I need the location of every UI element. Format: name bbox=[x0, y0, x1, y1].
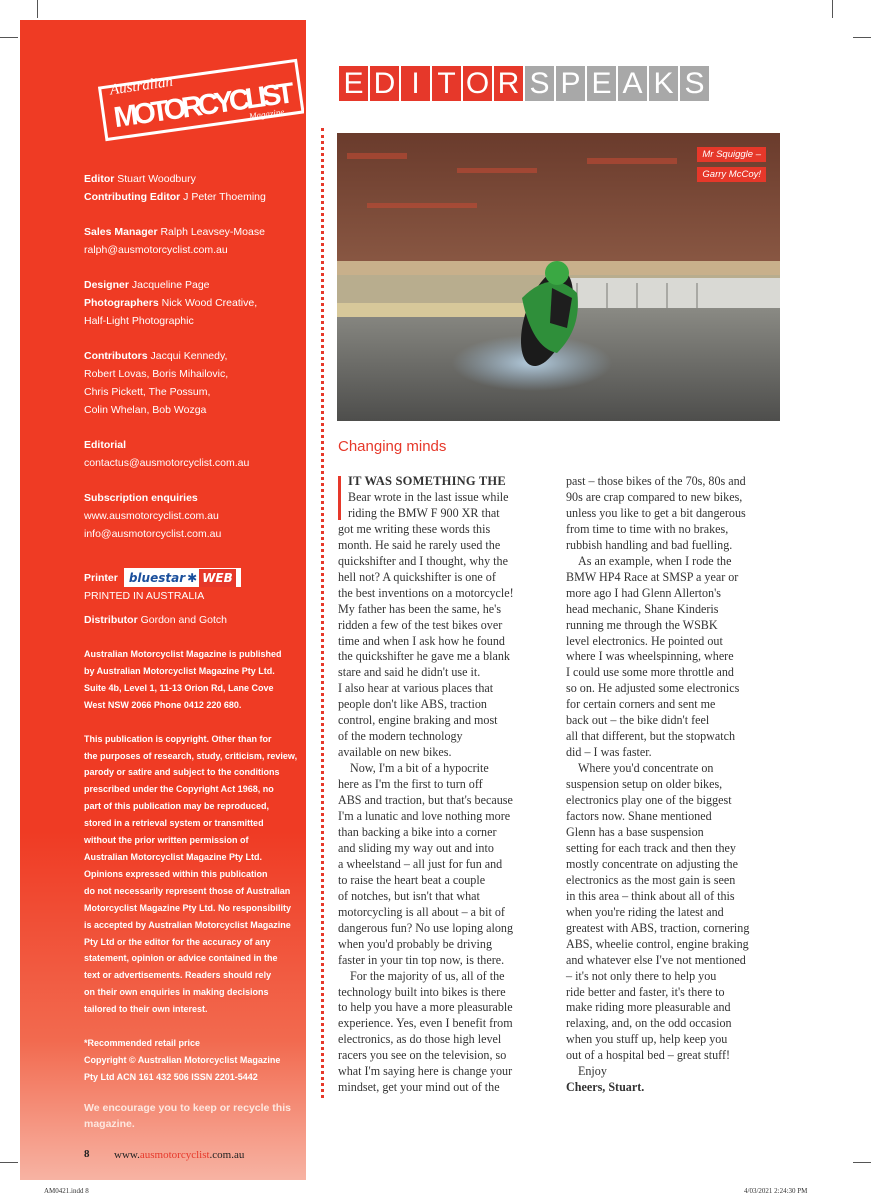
crop-mark bbox=[853, 37, 871, 38]
text-line: available on new bikes. bbox=[338, 745, 452, 760]
svg-text:Magazine: Magazine bbox=[248, 106, 285, 122]
text-line: of the modern technology bbox=[338, 729, 463, 744]
header-letter: E bbox=[587, 66, 616, 101]
email-link[interactable]: info@ausmotorcyclist.com.au bbox=[84, 528, 222, 540]
slug-file: AM0421.indd 8 bbox=[44, 1187, 89, 1195]
text-line: text or advertisements. Readers should rely bbox=[84, 970, 272, 981]
text-line: stored in a retrieval system or transmitted bbox=[84, 818, 264, 829]
text-line: ABS, wheelie control, engine braking bbox=[566, 936, 749, 951]
text-line: experience. Yes, even I benefit from bbox=[338, 1016, 513, 1031]
signoff: Cheers, Stuart. bbox=[566, 1080, 645, 1095]
text-line: *Recommended retail price bbox=[84, 1038, 201, 1049]
text-line: parody or satire and subject to the conditions bbox=[84, 767, 280, 778]
header-letter: K bbox=[649, 66, 678, 101]
header-letter: E bbox=[339, 66, 368, 101]
text-line: got me writing these words this bbox=[338, 521, 491, 536]
text-line: ABS and traction, but that's because bbox=[338, 793, 513, 808]
text-line: time and when I ask how he found bbox=[338, 633, 505, 648]
text-line: relaxing, and, on the odd occasion bbox=[566, 1016, 732, 1031]
text-line: head mechanic, Shane Kinderis bbox=[566, 601, 719, 616]
crop-mark bbox=[37, 0, 38, 18]
text-line: to raise the heart beat a couple bbox=[338, 872, 486, 887]
value: Ralph Leavsey-Moase bbox=[160, 226, 265, 238]
text-line: ridden a few of the test bikes over bbox=[338, 617, 503, 632]
text-line: do not necessarily represent those of Australian bbox=[84, 885, 291, 896]
text-line: the purposes of research, study, criticism, review, bbox=[84, 750, 298, 761]
text-line: unless you like to get a bit dangerous bbox=[566, 505, 746, 520]
photo-caption: Mr Squiggle – bbox=[697, 147, 766, 162]
label: Photographers bbox=[84, 297, 159, 309]
web-link[interactable]: www.ausmotorcyclist.com.au bbox=[84, 510, 219, 522]
text-line: tailored to their own interest. bbox=[84, 1004, 208, 1015]
text-line: control, engine braking and most bbox=[338, 713, 498, 728]
text-line: the best inventions on a motorcycle! bbox=[338, 585, 514, 600]
label: Subscription enquiries bbox=[84, 492, 198, 504]
header-letter: I bbox=[401, 66, 430, 101]
text-line: more ago I had Glenn Allerton's bbox=[566, 585, 721, 600]
text-line: setting for each track and then they bbox=[566, 840, 736, 855]
race-photo bbox=[337, 133, 780, 421]
label: Contributors bbox=[84, 350, 148, 362]
lead-text: IT WAS SOMETHING THE bbox=[348, 474, 506, 488]
text-line: riding the BMW F 900 XR that bbox=[348, 505, 500, 520]
text-line: ride better and faster, it's there to bbox=[566, 984, 725, 999]
text-line: technology built into bikes is there bbox=[338, 984, 506, 999]
text-line: suspension setup on older bikes, bbox=[566, 777, 723, 792]
value: J Peter Thoeming bbox=[183, 191, 266, 203]
masthead-sidebar bbox=[20, 20, 306, 1180]
header-letter: S bbox=[525, 66, 554, 101]
text-line: without the prior written permission of bbox=[84, 835, 249, 846]
text-line: 90s are crap compared to new bikes, bbox=[566, 489, 743, 504]
text-line: of notches, but isn't that what bbox=[338, 888, 480, 903]
text-line: a wheelstand – all just for fun and bbox=[338, 856, 503, 871]
text-line: – it's not only there to help you bbox=[566, 968, 717, 983]
copyright-notice bbox=[84, 731, 302, 1018]
printer-logo: bluestar ✱ WEB bbox=[124, 568, 241, 587]
text-line: mindset, get your mind out of the bbox=[338, 1080, 500, 1095]
text-line: the quickshifter he gave me a blank bbox=[338, 649, 510, 664]
text-line: BMW HP4 Race at SMSP a year or bbox=[566, 569, 739, 584]
slug-timestamp: 4/03/2021 2:24:30 PM bbox=[744, 1187, 808, 1195]
value: Nick Wood Creative, bbox=[161, 297, 258, 309]
text-line: I could use some more throttle and bbox=[566, 665, 734, 680]
footer-url[interactable]: www.ausmotorcyclist.com.au bbox=[114, 1149, 245, 1161]
text-line: dangerous fun? No use loping along bbox=[338, 920, 513, 935]
text-line: Pty Ltd or the editor for the accuracy of any bbox=[84, 936, 271, 947]
header-letter: A bbox=[618, 66, 647, 101]
magazine-logo bbox=[98, 52, 304, 144]
text-line: part of this publication may be reproduced, bbox=[84, 801, 270, 812]
label: Distributor bbox=[84, 614, 138, 626]
text-line: As an example, when I rode the bbox=[578, 553, 732, 568]
text-line: I also hear at various places that bbox=[338, 681, 494, 696]
text-line: faster in your tin top now, is there. bbox=[338, 952, 505, 967]
header-letter: T bbox=[432, 66, 461, 101]
text-line: I'm a lunatic and love nothing more bbox=[338, 809, 511, 824]
text-line: We encourage you to keep or recycle this bbox=[84, 1101, 291, 1114]
text-line: Australian Motorcyclist Magazine is published bbox=[84, 649, 282, 659]
crop-mark bbox=[853, 1162, 871, 1163]
enjoy-line: Enjoy bbox=[578, 1064, 607, 1079]
text-line: racers you see on the television, so bbox=[338, 1048, 507, 1063]
text-line: and whatever else I've not mentioned bbox=[566, 952, 746, 967]
value: Gordon and Gotch bbox=[140, 614, 227, 626]
text-line: electronics as the most gain is seen bbox=[566, 872, 736, 887]
text-line: rubbish handling and bad fuelling. bbox=[566, 537, 733, 552]
text-line: My father has been the same, he's bbox=[338, 601, 502, 616]
text-line: magazine. bbox=[84, 1117, 135, 1130]
text-line: Glenn has a base suspension bbox=[566, 824, 704, 839]
text-line: Where you'd concentrate on bbox=[578, 761, 714, 776]
staff-credits bbox=[84, 170, 299, 1132]
text-line: for certain corners and sent me bbox=[566, 697, 716, 712]
star-icon: ✱ bbox=[187, 570, 198, 585]
value: Jacqui Kennedy, bbox=[150, 350, 228, 362]
text-line: factors now. Shane mentioned bbox=[566, 809, 712, 824]
text-line: quickshifter and I thought, why the bbox=[338, 553, 508, 568]
text-line: by Australian Motorcyclist Magazine Pty Ltd. bbox=[84, 665, 275, 676]
text-line: electronics, as do those high level bbox=[338, 1032, 502, 1047]
column-divider bbox=[321, 128, 324, 1098]
lead-paragraph bbox=[338, 474, 552, 522]
text-line: on their own enquiries in making decisions bbox=[84, 987, 269, 998]
text-line: so on. He adjusted some electronics bbox=[566, 681, 740, 696]
editor-speaks-header bbox=[339, 66, 711, 101]
value: Jacqueline Page bbox=[131, 279, 210, 291]
printed-note: PRINTED IN AUSTRALIA bbox=[84, 590, 205, 602]
svg-text:Australian: Australian bbox=[108, 73, 174, 99]
text-line: from time to time with no brakes, bbox=[566, 521, 729, 536]
text-line: people don't like ABS, traction bbox=[338, 697, 487, 712]
text-line: Motorcyclist Magazine Pty Ltd. No responsibility bbox=[84, 902, 292, 913]
label: Sales Manager bbox=[84, 226, 158, 238]
text-line: when you're riding the latest and bbox=[566, 904, 724, 919]
accent-bar bbox=[338, 476, 341, 520]
text-line: Australian Motorcyclist Magazine Pty Ltd. bbox=[84, 851, 263, 862]
label: Contributing Editor bbox=[84, 191, 181, 203]
value: Stuart Woodbury bbox=[117, 173, 196, 185]
photo-caption: Garry McCoy! bbox=[697, 167, 766, 182]
text-line: prescribed under the Copyright Act 1968, no bbox=[84, 784, 274, 795]
article-title: Changing minds bbox=[338, 438, 447, 455]
text-line: month. He said he rarely used the bbox=[338, 537, 501, 552]
text-line: when you stuff up, help keep you bbox=[566, 1032, 728, 1047]
text-line: stare and said he didn't use it. bbox=[338, 665, 481, 680]
text-line: Bear wrote in the last issue while bbox=[348, 489, 509, 504]
publisher-info bbox=[84, 646, 302, 714]
rrp-notice bbox=[84, 1035, 302, 1086]
text-line: Copyright © Australian Motorcyclist Magazine bbox=[84, 1054, 281, 1065]
value: Half-Light Photographic bbox=[84, 315, 194, 327]
text-line: in this area – think about all of this bbox=[566, 888, 735, 903]
text-line: did – I was faster. bbox=[566, 745, 652, 760]
text-line: than backing a bike into a corner bbox=[338, 824, 497, 839]
label: Editor bbox=[84, 173, 115, 185]
value: Chris Pickett, The Possum, bbox=[84, 386, 211, 398]
crop-mark bbox=[0, 1162, 18, 1163]
email-link[interactable]: contactus@ausmotorcyclist.com.au bbox=[84, 457, 250, 469]
text-line: back out – the bike didn't feel bbox=[566, 713, 710, 728]
svg-text:MOTORCYCLIST: MOTORCYCLIST bbox=[111, 77, 297, 135]
text-line: This publication is copyright. Other than for bbox=[84, 733, 272, 744]
header-letter: R bbox=[494, 66, 523, 101]
recycle-note bbox=[84, 1100, 299, 1132]
text-line: Opinions expressed within this publication bbox=[84, 868, 268, 879]
header-letter: P bbox=[556, 66, 585, 101]
text-line: West NSW 2066 Phone 0412 220 680. bbox=[84, 699, 242, 710]
article-column-2 bbox=[566, 474, 780, 1096]
text-line: Pty Ltd ACN 161 432 506 ISSN 2201-5442 bbox=[84, 1071, 258, 1082]
text-line: statement, opinion or advice contained in the bbox=[84, 953, 278, 964]
text-line: is accepted by Australian Motorcyclist Magazine bbox=[84, 919, 291, 930]
label: Designer bbox=[84, 279, 129, 291]
crop-mark bbox=[0, 37, 18, 38]
text-line: hell not? A quickshifter is one of bbox=[338, 569, 496, 584]
text-line: Suite 4b, Level 1, 11-13 Orion Rd, Lane Cove bbox=[84, 682, 274, 693]
text-line: and sliding my way out and into bbox=[338, 840, 494, 855]
header-letter: O bbox=[463, 66, 492, 101]
value: Robert Lovas, Boris Mihailovic, bbox=[84, 368, 229, 380]
page-number: 8 bbox=[84, 1148, 90, 1160]
text-line: where I was wheelspinning, where bbox=[566, 649, 734, 664]
text-line: what I'm saying here is change your bbox=[338, 1064, 513, 1079]
label: Printer bbox=[84, 571, 118, 584]
text-line: level electronics. He pointed out bbox=[566, 633, 723, 648]
text-line: For the majority of us, all of the bbox=[350, 968, 505, 983]
text-line: mostly concentrate on adjusting the bbox=[566, 856, 738, 871]
label: Editorial bbox=[84, 439, 127, 451]
header-letter: D bbox=[370, 66, 399, 101]
text-line: to help you have a more pleasurable bbox=[338, 1000, 513, 1015]
crop-mark bbox=[832, 0, 833, 18]
text-line: out of a hospital bed – great stuff! bbox=[566, 1048, 731, 1063]
text-line: running me through the WSBK bbox=[566, 617, 718, 632]
text-line: past – those bikes of the 70s, 80s and bbox=[566, 474, 746, 488]
text-line: here as I'm the first to turn off bbox=[338, 777, 483, 792]
text-line: motorcycling is all about – a bit of bbox=[338, 904, 505, 919]
text-line: electronics play one of the biggest bbox=[566, 793, 732, 808]
text-line: make riding more pleasurable and bbox=[566, 1000, 731, 1015]
article-column-1 bbox=[338, 474, 552, 1096]
text-line: when you'd probably be driving bbox=[338, 936, 492, 951]
text-line: all that different, but the stopwatch bbox=[566, 729, 736, 744]
text-line: Now, I'm a bit of a hypocrite bbox=[350, 761, 489, 776]
text-line: greatest with ABS, traction, cornering bbox=[566, 920, 750, 935]
value: Colin Whelan, Bob Wozga bbox=[84, 404, 207, 416]
email-link[interactable]: ralph@ausmotorcyclist.com.au bbox=[84, 244, 228, 256]
header-letter: S bbox=[680, 66, 709, 101]
